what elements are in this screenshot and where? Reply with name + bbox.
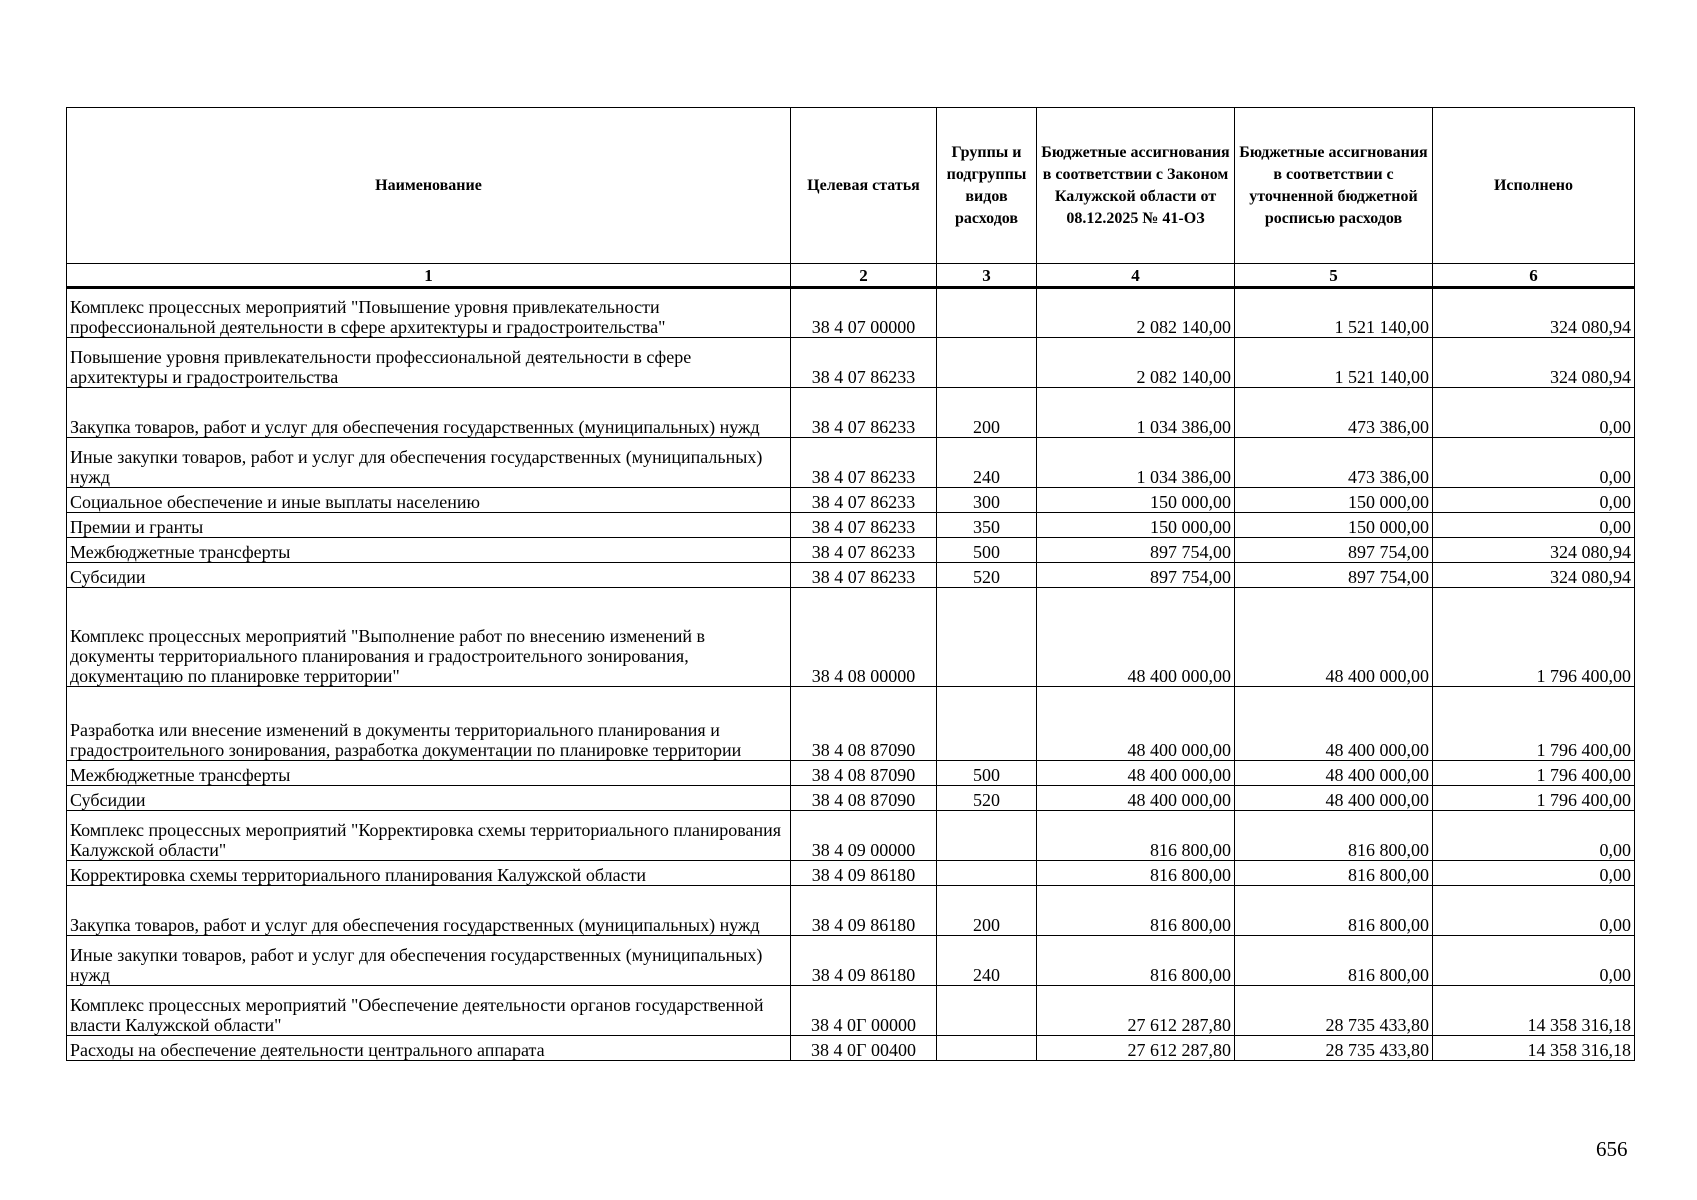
column-number: 2 bbox=[791, 264, 937, 288]
row-refined-amount: 816 800,00 bbox=[1235, 861, 1433, 886]
row-code: 38 4 09 86180 bbox=[791, 886, 937, 936]
column-number: 6 bbox=[1433, 264, 1635, 288]
row-executed-amount: 324 080,94 bbox=[1433, 563, 1635, 588]
row-name: Социальное обеспечение и иные выплаты населению bbox=[67, 488, 791, 513]
row-law-amount: 27 612 287,80 bbox=[1037, 1036, 1235, 1061]
row-name: Межбюджетные трансферты bbox=[67, 761, 791, 786]
row-refined-amount: 816 800,00 bbox=[1235, 936, 1433, 986]
row-executed-amount: 14 358 316,18 bbox=[1433, 986, 1635, 1036]
row-law-amount: 2 082 140,00 bbox=[1037, 338, 1235, 388]
row-code: 38 4 07 86233 bbox=[791, 513, 937, 538]
column-number: 5 bbox=[1235, 264, 1433, 288]
row-code: 38 4 07 86233 bbox=[791, 538, 937, 563]
row-group bbox=[937, 1036, 1037, 1061]
header-group: Группы и подгруппы видов расходов bbox=[937, 108, 1037, 264]
page-number: 656 bbox=[1596, 1137, 1628, 1161]
row-refined-amount: 816 800,00 bbox=[1235, 811, 1433, 861]
row-name: Комплекс процессных мероприятий "Повышение уровня привлекательности профессиональной деятельности в сфере архитектуры и градостроительства" bbox=[67, 288, 791, 338]
row-executed-amount: 0,00 bbox=[1433, 861, 1635, 886]
table-row bbox=[67, 761, 1635, 786]
row-law-amount: 1 034 386,00 bbox=[1037, 438, 1235, 488]
row-name: Комплекс процессных мероприятий "Корректировка схемы территориального планирования Калужской области" bbox=[67, 811, 791, 861]
row-name: Субсидии bbox=[67, 786, 791, 811]
row-executed-amount: 1 796 400,00 bbox=[1433, 786, 1635, 811]
row-refined-amount: 1 521 140,00 bbox=[1235, 288, 1433, 338]
header-code: Целевая статья bbox=[791, 108, 937, 264]
row-name: Корректировка схемы территориального планирования Калужской области bbox=[67, 861, 791, 886]
row-group bbox=[937, 986, 1037, 1036]
row-executed-amount: 0,00 bbox=[1433, 438, 1635, 488]
row-code: 38 4 07 86233 bbox=[791, 563, 937, 588]
row-group: 520 bbox=[937, 786, 1037, 811]
row-name: Комплекс процессных мероприятий "Выполнение работ по внесению изменений в документы территориального планирования и градостроительного зонирования, документацию по планировке территории" bbox=[67, 588, 791, 687]
row-refined-amount: 473 386,00 bbox=[1235, 438, 1433, 488]
row-group: 350 bbox=[937, 513, 1037, 538]
row-code: 38 4 0Г 00000 bbox=[791, 986, 937, 1036]
row-group bbox=[937, 811, 1037, 861]
row-group: 200 bbox=[937, 886, 1037, 936]
row-refined-amount: 48 400 000,00 bbox=[1235, 761, 1433, 786]
row-name: Межбюджетные трансферты bbox=[67, 538, 791, 563]
row-code: 38 4 09 86180 bbox=[791, 936, 937, 986]
table-row bbox=[67, 1036, 1635, 1061]
table-row bbox=[67, 513, 1635, 538]
row-refined-amount: 1 521 140,00 bbox=[1235, 338, 1433, 388]
row-law-amount: 150 000,00 bbox=[1037, 488, 1235, 513]
row-name: Разработка или внесение изменений в документы территориального планирования и градостроительного зонирования, разработка документации по планировке территории bbox=[67, 687, 791, 761]
column-number: 1 bbox=[67, 264, 791, 288]
row-law-amount: 816 800,00 bbox=[1037, 886, 1235, 936]
row-executed-amount: 0,00 bbox=[1433, 886, 1635, 936]
row-law-amount: 150 000,00 bbox=[1037, 513, 1235, 538]
row-code: 38 4 07 86233 bbox=[791, 338, 937, 388]
row-group: 240 bbox=[937, 438, 1037, 488]
column-number-row bbox=[67, 264, 1635, 288]
row-code: 38 4 08 87090 bbox=[791, 761, 937, 786]
table-row bbox=[67, 687, 1635, 761]
row-code: 38 4 08 87090 bbox=[791, 786, 937, 811]
row-law-amount: 897 754,00 bbox=[1037, 538, 1235, 563]
row-law-amount: 2 082 140,00 bbox=[1037, 288, 1235, 338]
table-row bbox=[67, 936, 1635, 986]
row-group: 300 bbox=[937, 488, 1037, 513]
row-group bbox=[937, 861, 1037, 886]
row-code: 38 4 08 00000 bbox=[791, 588, 937, 687]
row-refined-amount: 48 400 000,00 bbox=[1235, 687, 1433, 761]
row-executed-amount: 0,00 bbox=[1433, 811, 1635, 861]
header-law: Бюджетные ассигнования в соответствии с Законом Калужской области от 08.12.2025 № 41-ОЗ bbox=[1037, 108, 1235, 264]
row-executed-amount: 1 796 400,00 bbox=[1433, 761, 1635, 786]
row-executed-amount: 0,00 bbox=[1433, 488, 1635, 513]
table-row bbox=[67, 861, 1635, 886]
table-row bbox=[67, 786, 1635, 811]
row-code: 38 4 07 86233 bbox=[791, 388, 937, 438]
row-group: 500 bbox=[937, 761, 1037, 786]
row-code: 38 4 08 87090 bbox=[791, 687, 937, 761]
row-executed-amount: 324 080,94 bbox=[1433, 288, 1635, 338]
table-row bbox=[67, 438, 1635, 488]
row-refined-amount: 897 754,00 bbox=[1235, 563, 1433, 588]
row-refined-amount: 816 800,00 bbox=[1235, 886, 1433, 936]
row-refined-amount: 473 386,00 bbox=[1235, 388, 1433, 438]
row-law-amount: 48 400 000,00 bbox=[1037, 687, 1235, 761]
row-executed-amount: 324 080,94 bbox=[1433, 338, 1635, 388]
table-row bbox=[67, 488, 1635, 513]
row-refined-amount: 48 400 000,00 bbox=[1235, 588, 1433, 687]
table-row bbox=[67, 588, 1635, 687]
header-name: Наименование bbox=[67, 108, 791, 264]
row-code: 38 4 0Г 00400 bbox=[791, 1036, 937, 1061]
row-name: Закупка товаров, работ и услуг для обеспечения государственных (муниципальных) нужд bbox=[67, 388, 791, 438]
row-executed-amount: 324 080,94 bbox=[1433, 538, 1635, 563]
row-name: Иные закупки товаров, работ и услуг для обеспечения государственных (муниципальных) нужд bbox=[67, 438, 791, 488]
row-executed-amount: 0,00 bbox=[1433, 936, 1635, 986]
row-group: 240 bbox=[937, 936, 1037, 986]
row-code: 38 4 07 00000 bbox=[791, 288, 937, 338]
table-row bbox=[67, 388, 1635, 438]
table-row bbox=[67, 288, 1635, 338]
row-law-amount: 816 800,00 bbox=[1037, 861, 1235, 886]
row-executed-amount: 0,00 bbox=[1433, 388, 1635, 438]
table-row bbox=[67, 338, 1635, 388]
row-executed-amount: 0,00 bbox=[1433, 513, 1635, 538]
table-row bbox=[67, 811, 1635, 861]
row-law-amount: 48 400 000,00 bbox=[1037, 786, 1235, 811]
row-group bbox=[937, 338, 1037, 388]
row-name: Закупка товаров, работ и услуг для обеспечения государственных (муниципальных) нужд bbox=[67, 886, 791, 936]
row-refined-amount: 28 735 433,80 bbox=[1235, 986, 1433, 1036]
row-name: Повышение уровня привлекательности профессиональной деятельности в сфере архитектуры и градостроительства bbox=[67, 338, 791, 388]
row-group bbox=[937, 288, 1037, 338]
row-name: Расходы на обеспечение деятельности центрального аппарата bbox=[67, 1036, 791, 1061]
row-law-amount: 897 754,00 bbox=[1037, 563, 1235, 588]
row-law-amount: 1 034 386,00 bbox=[1037, 388, 1235, 438]
row-executed-amount: 14 358 316,18 bbox=[1433, 1036, 1635, 1061]
budget-table bbox=[66, 107, 1635, 1061]
header-row bbox=[67, 108, 1635, 264]
row-law-amount: 48 400 000,00 bbox=[1037, 588, 1235, 687]
row-group: 520 bbox=[937, 563, 1037, 588]
row-executed-amount: 1 796 400,00 bbox=[1433, 588, 1635, 687]
row-refined-amount: 48 400 000,00 bbox=[1235, 786, 1433, 811]
row-law-amount: 816 800,00 bbox=[1037, 936, 1235, 986]
table-row bbox=[67, 563, 1635, 588]
row-refined-amount: 28 735 433,80 bbox=[1235, 1036, 1433, 1061]
row-name: Иные закупки товаров, работ и услуг для обеспечения государственных (муниципальных) нужд bbox=[67, 936, 791, 986]
row-name: Субсидии bbox=[67, 563, 791, 588]
row-refined-amount: 150 000,00 bbox=[1235, 513, 1433, 538]
row-group: 500 bbox=[937, 538, 1037, 563]
row-refined-amount: 150 000,00 bbox=[1235, 488, 1433, 513]
table-row bbox=[67, 538, 1635, 563]
row-group bbox=[937, 687, 1037, 761]
row-law-amount: 27 612 287,80 bbox=[1037, 986, 1235, 1036]
row-executed-amount: 1 796 400,00 bbox=[1433, 687, 1635, 761]
row-name: Премии и гранты bbox=[67, 513, 791, 538]
row-code: 38 4 07 86233 bbox=[791, 438, 937, 488]
row-code: 38 4 09 00000 bbox=[791, 811, 937, 861]
table-row bbox=[67, 986, 1635, 1036]
row-group bbox=[937, 588, 1037, 687]
column-number: 4 bbox=[1037, 264, 1235, 288]
row-group: 200 bbox=[937, 388, 1037, 438]
table-row bbox=[67, 886, 1635, 936]
column-number: 3 bbox=[937, 264, 1037, 288]
row-law-amount: 48 400 000,00 bbox=[1037, 761, 1235, 786]
row-name: Комплекс процессных мероприятий "Обеспечение деятельности органов государственной власти Калужской области" bbox=[67, 986, 791, 1036]
row-code: 38 4 07 86233 bbox=[791, 488, 937, 513]
row-law-amount: 816 800,00 bbox=[1037, 811, 1235, 861]
row-refined-amount: 897 754,00 bbox=[1235, 538, 1433, 563]
row-code: 38 4 09 86180 bbox=[791, 861, 937, 886]
header-executed: Исполнено bbox=[1433, 108, 1635, 264]
header-refined: Бюджетные ассигнования в соответствии с уточненной бюджетной росписью расходов bbox=[1235, 108, 1433, 264]
